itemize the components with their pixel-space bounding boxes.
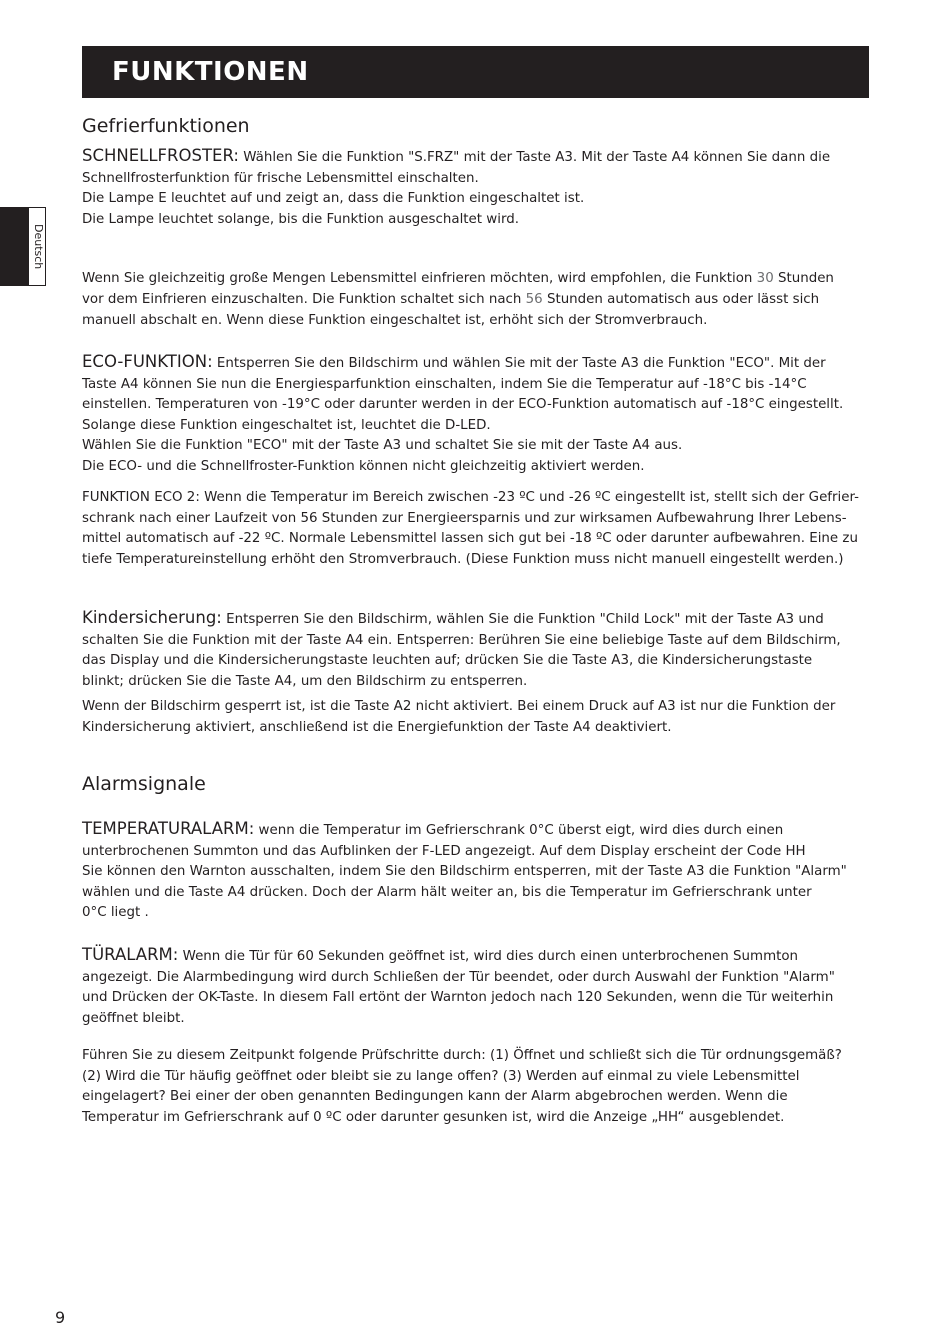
text-line: 0°C liegt . [82, 905, 149, 920]
text-line: Die ECO- und die Schnellfroster-Funktion können nicht gleichzeitig aktiviert werden. [82, 458, 645, 474]
temperature-alarm-lead: TEMPERATURALARM: [82, 819, 255, 838]
text-line: das Display und die Kindersicherungstaste leuchten auf; drücken Sie die Taste A3, die Kindersicherungstaste [82, 653, 813, 668]
check-steps-paragraph [82, 1046, 882, 1128]
text-line: wenn die Temperatur im Gefrierschrank 0°C überst eigt, wird dies durch einen [254, 823, 784, 838]
text-line: einstellen. Temperaturen von -19°C oder darunter werden in der ECO-Funktion automatisch auf -18°C eingestellt. [82, 397, 844, 412]
hours-value: 30 [756, 271, 774, 286]
language-tab-marker [1, 208, 29, 285]
temperature-alarm-paragraph [82, 819, 882, 924]
text-line: unterbrochenen Summton und das Aufblinken der F-LED angezeigt. Auf dem Display erscheint der Code HH [82, 843, 806, 859]
text-line: schalten Sie die Funktion mit der Taste A4 ein. Entsperren: Berühren Sie eine beliebige Taste auf dem Bildschirm, [82, 632, 841, 648]
quick-freeze-info-paragraph [82, 268, 882, 331]
text-span: Wenn Sie gleichzeitig große Mengen Lebensmittel einfrieren möchten, wird empfohlen, die Funktion [82, 271, 757, 286]
section-heading-alarms: Alarmsignale [82, 773, 206, 795]
eco-paragraph [82, 352, 882, 477]
text-line: Die Lampe E leuchtet auf und zeigt an, dass die Funktion eingeschaltet ist. [82, 191, 585, 206]
text-line: FUNKTION ECO 2: Wenn die Temperatur im Bereich zwischen -23 ºC und -26 ºC eingestellt ist, stellt sich der Gefrier- [82, 490, 859, 505]
text-line: Taste A4 können Sie nun die Energiesparfunktion einschalten, indem Sie die Temperatur auf -18°C bis -14°C [82, 376, 807, 392]
door-alarm-paragraph [82, 945, 882, 1029]
page-title: FUNKTIONEN [82, 46, 869, 98]
section-heading-freeze: Gefrierfunktionen [82, 115, 250, 137]
quick-freeze-lead: SCHNELLFROSTER: [82, 146, 239, 165]
text-line: Die Lampe leuchtet solange, bis die Funktion ausgeschaltet wird. [82, 211, 519, 227]
door-alarm-lead: TÜRALARM: [82, 945, 179, 964]
text-line: Temperatur im Gefrierschrank auf 0 ºC oder darunter gesunken ist, wird die Anzeige „HH“ ausgeblendet. [82, 1109, 785, 1125]
text-span: Stunden automatisch aus oder lässt sich [542, 292, 820, 307]
text-line: angezeigt. Die Alarmbedingung wird durch Schließen der Tür beendet, oder durch Auswahl der Funktion "Alarm" [82, 969, 835, 985]
child-lock-info-paragraph [82, 697, 882, 738]
text-line: Wenn die Tür für 60 Sekunden geöffnet ist, wird dies durch einen unterbrochenen Summton [178, 949, 799, 964]
page-number: 9 [55, 1308, 66, 1327]
text-line: Wählen Sie die Funktion "ECO" mit der Taste A3 und schaltet Sie sie mit der Taste A4 aus. [82, 438, 683, 453]
text-line: mittel automatisch auf -22 ºC. Normale Lebensmittel lassen sich gut bei -18 ºC oder darunter aufbewahren. Eine zu [82, 531, 858, 546]
child-lock-lead: Kindersicherung: [82, 608, 222, 627]
text-line: Solange diese Funktion eingeschaltet ist, leuchtet die D-LED. [82, 417, 491, 433]
quick-freeze-paragraph [82, 146, 882, 230]
text-line: Führen Sie zu diesem Zeitpunkt folgende Prüfschritte durch: (1) Öffnet und schließt sich die Tür ordnungsgemäß? [82, 1048, 842, 1063]
text-line: geöffnet bleibt. [82, 1010, 185, 1026]
text-line: (2) Wird die Tür häufig geöffnet oder bleibt sie zu lange offen? (3) Werden auf einmal zu viele Lebensmittel [82, 1068, 800, 1084]
text-line: Entsperren Sie den Bildschirm, wählen Sie die Funktion "Child Lock" mit der Taste A3 und [221, 612, 824, 627]
text-line: Sie können den Warnton ausschalten, indem Sie den Bildschirm entsperren, mit der Taste A3 die Funktion "Alarm" [82, 864, 847, 879]
text-line: manuell abschalt en. Wenn diese Funktion eingeschaltet ist, erhöht sich der Stromverbrauch. [82, 313, 708, 328]
text-line: Wenn der Bildschirm gesperrt ist, ist die Taste A2 nicht aktiviert. Bei einem Druck auf A3 ist nur die Funktion der [82, 699, 836, 714]
text-span: vor dem Einfrieren einzuschalten. Die Funktion schaltet sich nach [82, 292, 526, 307]
text-line: Schnellfrosterfunktion für frische Lebensmittel einschalten. [82, 170, 479, 186]
hours-value: 56 [525, 292, 543, 307]
eco2-paragraph [82, 488, 882, 570]
text-line: und Drücken der OK-Taste. In diesem Fall ertönt der Warnton jedoch nach 120 Sekunden, wenn die Tür weiterhin [82, 990, 834, 1005]
text-line: schrank nach einer Laufzeit von 56 Stunden zur Energieersparnis und zur wirksamen Aufbewahrung Ihrer Lebens- [82, 510, 847, 526]
text-line: Wählen Sie die Funktion "S.FRZ" mit der Taste A3. Mit der Taste A4 können Sie dann die [239, 150, 831, 165]
text-line: eingelagert? Bei einer der oben genannten Bedingungen kann der Alarm abgebrochen werden. Wenn die [82, 1089, 788, 1104]
language-tab [0, 207, 46, 286]
eco-lead: ECO-FUNKTION: [82, 352, 213, 371]
text-line: Entsperren Sie den Bildschirm und wählen Sie mit der Taste A3 die Funktion "ECO". Mit der [212, 356, 826, 371]
language-tab-label: Deutsch [32, 223, 45, 270]
text-line: blinkt; drücken Sie die Taste A4, um den Bildschirm zu entsperren. [82, 673, 528, 689]
text-span: Stunden [773, 271, 834, 286]
text-line: wählen und die Taste A4 drücken. Doch der Alarm hält weiter an, bis die Temperatur im Gefrierschrank unter [82, 884, 812, 900]
text-line: Kindersicherung aktiviert, anschließend ist die Energiefunktion der Taste A4 deaktiviert. [82, 719, 672, 735]
text-line: tiefe Temperatureinstellung erhöht den Stromverbrauch. (Diese Funktion muss nicht manuell eingestellt werden.) [82, 551, 844, 567]
child-lock-paragraph [82, 608, 882, 692]
